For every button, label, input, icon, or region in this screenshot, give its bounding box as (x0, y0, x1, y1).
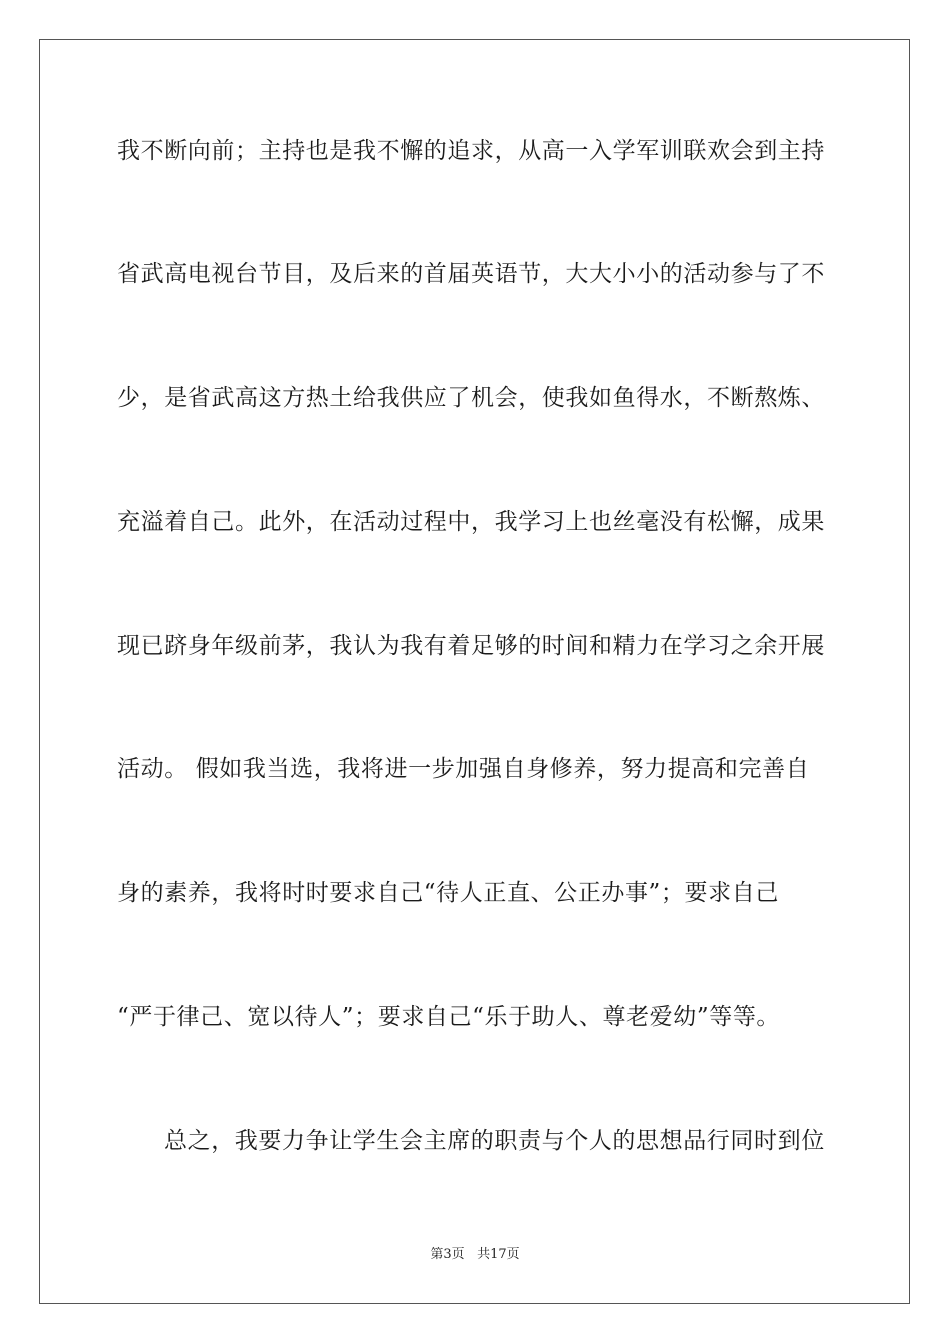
body-text-line: 省武高电视台节目，及后来的首届英语节，大大小小的活动参与了不 (117, 261, 825, 287)
body-text-line: 我不断向前；主持也是我不懈的追求，从高一入学军训联欢会到主持 (117, 138, 825, 164)
paragraph-first-line: 总之，我要力争让学生会主席的职责与个人的思想品行同时到位 (164, 1128, 825, 1154)
total-pages-label: 共17页 (477, 1247, 520, 1262)
body-text-line: 活动。 假如我当选，我将进一步加强自身修养，努力提高和完善自 (117, 756, 810, 782)
body-text-line: 充溢着自己。此外，在活动过程中，我学习上也丝毫没有松懈，成果 (117, 509, 825, 535)
body-text-line: 身的素养，我将时时要求自己“待人正直、公正办事”；要求自己 (117, 880, 779, 906)
body-text-line: 现已跻身年级前茅，我认为我有着足够的时间和精力在学习之余开展 (117, 633, 825, 659)
body-text-line: 少，是省武高这方热土给我供应了机会，使我如鱼得水，不断熬炼、 (117, 385, 825, 411)
page-footer (0, 1246, 950, 1264)
current-page-label: 第3页 (430, 1247, 465, 1262)
body-text-line: “严于律己、宽以待人”；要求自己“乐于助人、尊老爱幼”等等。 (117, 1004, 781, 1030)
page-frame (39, 39, 910, 1304)
